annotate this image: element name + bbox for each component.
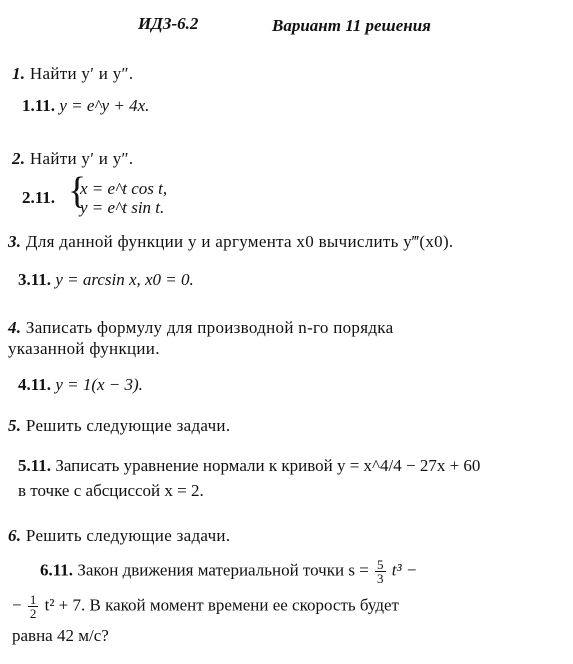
subproblem-2-number: 2.11. [22,188,56,207]
task-4-number: 4. [8,318,22,337]
task-2-heading [12,149,133,169]
subproblem-5-text-line-2: в точке с абсциссой x = 2. [18,481,204,500]
task-3-number: 3. [8,232,22,251]
fraction-one-half: $\frac{1}{2}$ [29,592,37,621]
subproblem-4-formula: y = 1(x − 3). [55,375,143,394]
subproblem-3-number: 3.11. [18,270,52,289]
variant-label: Вариант 11 решения [272,16,431,35]
subproblem-1-number: 1.11. [22,96,56,115]
task-4-text-line-1: Записать формулу для производной n-го порядка [25,318,394,337]
subproblem-6-number: 6.11. [40,560,74,580]
task-1-number: 1. [12,64,26,83]
fraction-five-thirds: $\frac{5}{3}$ [377,557,384,586]
task-1-subproblem [22,96,149,116]
assignment-title: ИДЗ-6.2 [138,14,199,33]
subproblem-2-equation-1: x = e^t cos t, [80,179,168,198]
task-6-heading [8,526,230,546]
task-2-number: 2. [12,149,26,168]
task-6-text: Решить следующие задачи. [25,526,231,545]
task-3-heading [8,232,453,252]
task-3-text: Для данной функции y и аргумента x0 вычислить y‴(x0). [25,232,454,251]
subproblem-6-text-line-3: равна 42 м/с? [12,626,109,645]
task-4-text-line-2: указанной функции. [8,339,160,358]
subproblem-1-formula: y = e^y + 4x. [59,96,150,115]
task-4-subproblem [18,375,143,395]
subproblem-6-text-a: Закон движения материальной точки s = [77,560,369,580]
subproblem-5-number: 5.11. [18,456,52,475]
task-4-heading [8,318,393,338]
task-3-subproblem [18,270,194,290]
task-5-heading [8,416,230,436]
task-5-subproblem-line-1 [18,456,480,476]
task-6-number: 6. [8,526,22,545]
task-2-text: Найти y′ и y″. [29,149,134,168]
task-6-subproblem-line-1 [40,558,417,585]
system-brace: { [68,170,87,212]
task-5-number: 5. [8,416,22,435]
subproblem-6-text-b: t³ − [391,560,418,580]
subproblem-6-text-line-2: t² + 7. В какой момент времени ее скорость будет [44,595,399,615]
subproblem-3-formula: y = arcsin x, x0 = 0. [55,270,194,289]
task-5-text: Решить следующие задачи. [25,416,231,435]
subproblem-4-number: 4.11. [18,375,52,394]
task-1-text: Найти y′ и y″. [29,64,134,83]
subproblem-2-equation-2: y = e^t sin t. [80,198,165,217]
task-6-subproblem-line-2: − $\frac{1}{2}$ t² + 7. В какой момент времени ее скорость будет [12,592,399,621]
task-1-heading [12,64,133,84]
subproblem-5-text-line-1: Записать уравнение нормали к кривой y = x^4/4 − 27x + 60 [55,456,481,475]
